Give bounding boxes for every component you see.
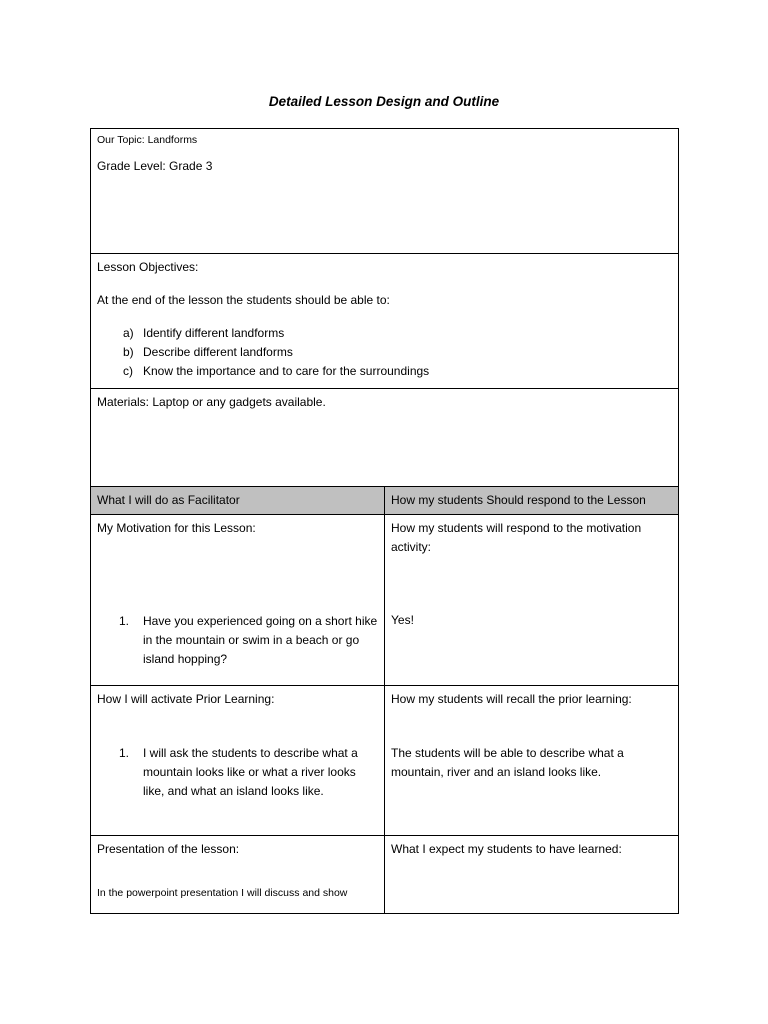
objectives-row xyxy=(91,254,679,389)
objective-item: a) Identify different landforms xyxy=(123,326,285,340)
motivation-item: 1. Have you experienced going on a short hike in the mountain or swim in a beach or go island hopping? xyxy=(119,614,378,666)
students-column-header: How my students Should respond to the Lesson xyxy=(385,487,679,515)
objective-item: c) Know the importance and to care for the surroundings xyxy=(123,364,430,378)
facilitator-column-header: What I will do as Facilitator xyxy=(91,487,385,515)
topic-cell xyxy=(91,129,679,254)
prior-learning-item: 1. I will ask the students to describe what a mountain looks like or what a river looks like, and what an island looks like. xyxy=(119,746,358,798)
lesson-table xyxy=(90,128,679,914)
prior-learning-heading: How I will activate Prior Learning: xyxy=(97,692,275,706)
prior-learning-facilitator-cell xyxy=(91,686,385,836)
motivation-list xyxy=(97,612,378,669)
objectives-list xyxy=(97,324,672,381)
prior-learning-response-heading: How my students will recall the prior learning: xyxy=(391,692,632,706)
prior-learning-students-cell xyxy=(385,686,679,836)
presentation-expectation-heading: What I expect my students to have learned: xyxy=(391,842,622,856)
materials-label: Materials: Laptop or any gadgets available. xyxy=(97,395,326,409)
grade-level-label: Grade Level: Grade 3 xyxy=(97,159,213,173)
motivation-heading: My Motivation for this Lesson: xyxy=(97,521,256,535)
materials-row xyxy=(91,389,679,487)
motivation-response: Yes! xyxy=(391,613,414,627)
topic-row xyxy=(91,129,679,254)
topic-label: Our Topic: Landforms xyxy=(97,134,198,146)
presentation-facilitator-cell xyxy=(91,836,385,914)
motivation-students-cell xyxy=(385,515,679,686)
objectives-cell xyxy=(91,254,679,389)
objective-item: b) Describe different landforms xyxy=(123,345,293,359)
prior-learning-row xyxy=(91,686,679,836)
column-header-row xyxy=(91,487,679,515)
motivation-facilitator-cell xyxy=(91,515,385,686)
materials-cell xyxy=(91,389,679,487)
motivation-row xyxy=(91,515,679,686)
presentation-students-cell xyxy=(385,836,679,914)
presentation-row xyxy=(91,836,679,914)
motivation-response-heading: How my students will respond to the motivation activity: xyxy=(391,521,642,554)
prior-learning-response: The students will be able to describe what a mountain, river and an island looks like. xyxy=(391,746,624,779)
prior-learning-list xyxy=(97,744,378,801)
presentation-heading: Presentation of the lesson: xyxy=(97,842,240,856)
objectives-heading: Lesson Objectives: xyxy=(97,260,199,274)
page-title: Detailed Lesson Design and Outline xyxy=(268,94,500,109)
objectives-intro: At the end of the lesson the students should be able to: xyxy=(97,293,390,307)
presentation-text: In the powerpoint presentation I will discuss and show xyxy=(97,887,348,899)
